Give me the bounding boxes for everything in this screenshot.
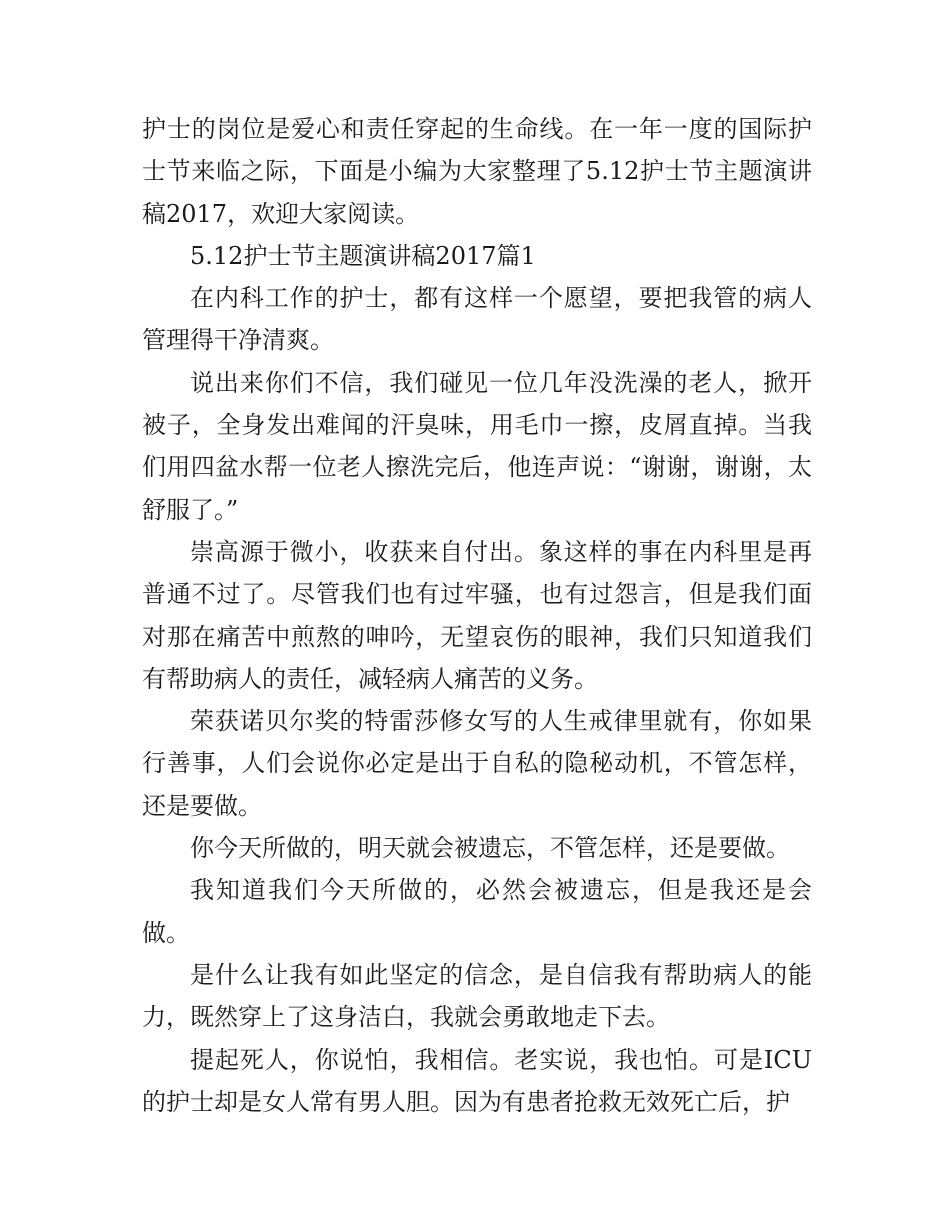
body-paragraph: 说出来你们不信，我们碰见一位几年没洗澡的老人，掀开被子，全身发出难闻的汗臭味，用毛巾一擦，皮屑直掉。当我们用四盆水帮一位老人擦洗完后，他连声说：“谢谢，谢谢，太舒服了。” [142,368,812,524]
intro-paragraph: 护士的岗位是爱心和责任穿起的生命线。在一年一度的国际护士节来临之际，下面是小编为大家整理了5.12护士节主题演讲稿2017，欢迎大家阅读。 [142,115,812,228]
body-paragraph: 崇高源于微小，收获来自付出。象这样的事在内科里是再普通不过了。尽管我们也有过牢骚，也有过怨言，但是我们面对那在痛苦中煎熬的呻吟，无望哀伤的眼神，我们只知道我们有帮助病人的责任，减轻病人痛苦的义务。 [142,537,812,693]
section-heading: 5.12护士节主题演讲稿2017篇1 [190,241,536,270]
body-paragraph: 是什么让我有如此坚定的信念，是自信我有帮助病人的能力，既然穿上了这身洁白，我就会勇敢地走下去。 [142,960,812,1032]
body-paragraph: 在内科工作的护士，都有这样一个愿望，要把我管的病人管理得干净清爽。 [142,284,812,355]
document-body [142,108,812,1123]
body-paragraph: 你今天所做的，明天就会被遗忘，不管怎样，还是要做。 [190,834,790,863]
body-paragraph: 荣获诺贝尔奖的特雷莎修女写的人生戒律里就有，你如果行善事，人们会说你必定是出于自私的隐秘动机，不管怎样，还是要做。 [142,707,812,820]
body-paragraph: 我知道我们今天所做的，必然会被遗忘，但是我还是会做。 [142,876,812,947]
body-paragraph: 提起死人，你说怕，我相信。老实说，我也怕。可是ICU的护士却是女人常有男人胆。因为有患者抢救无效死亡后，护 [142,1045,812,1116]
